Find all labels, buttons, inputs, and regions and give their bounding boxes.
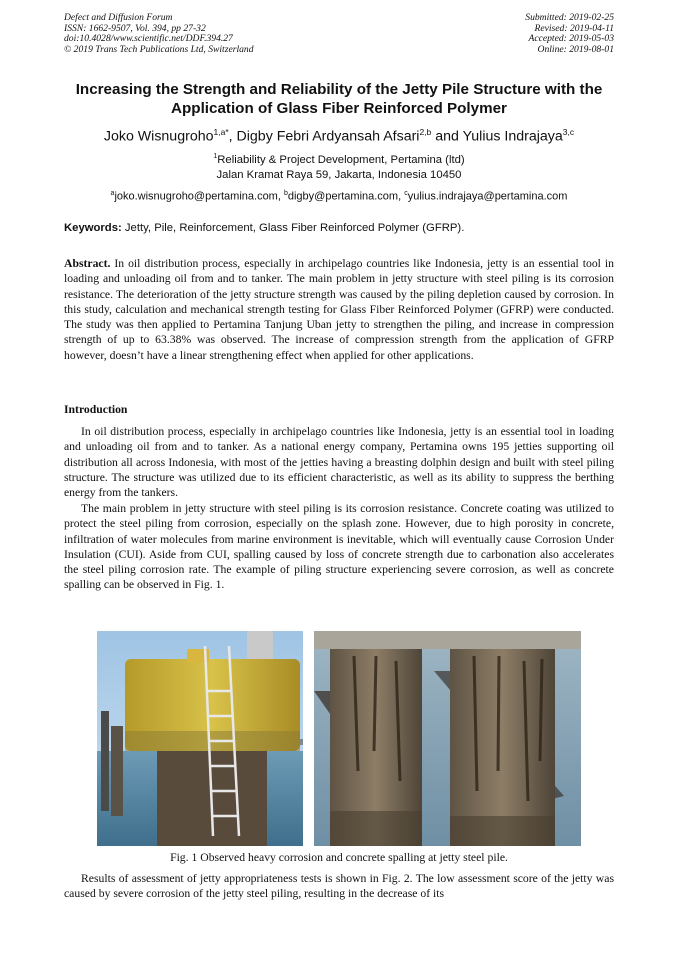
jetty-dolphin-photo	[97, 631, 303, 846]
issn-volume: ISSN: 1662-9507, Vol. 394, pp 27-32	[64, 22, 206, 34]
author-name: Joko Wisnugroho	[103, 128, 214, 145]
revised-date: Revised: 2019-04-11	[534, 22, 614, 34]
author-list: Joko Wisnugroho$^{1,a*}$, Digby Febri Ardyansah Afsari$^{2,b}$ and Yulius Indrajaya$^{3,c}$	[103, 127, 575, 145]
author-name: Digby Febri Ardyansah Afsari	[236, 128, 420, 145]
journal-header	[64, 13, 254, 55]
corroded-piles-photo	[314, 631, 581, 846]
keywords-label: Keywords:	[64, 222, 122, 234]
intro-paragraph-3: Results of assessment of jetty appropriateness tests is shown in Fig. 2. The low assessment score of the jetty was caused by severe corrosion of the jetty steel piling, resulting in the decrease of its	[64, 872, 614, 901]
section-heading-introduction: Introduction	[64, 403, 128, 416]
abstract-text: In oil distribution process, especially in archipelago countries like Indonesia, jetty is an essential tool in loading and unloading oil from and to tanker. The main problem in jetty structure with steel piling is its corrosion resistance. The deterioration of the jetty structure strength was caused by the piling depletion caused by corrosion. In this study, calculation and mechanical strength testing for Glass Fiber Reinforced Polymer (GFRP) were conducted. The study was then applied to Pertamina Tanjung Uban jetty to strengthen the piling, and increase in compression strength of up to 63.38% was observed. The increase of compression strength from the application of GFRP however, doesn’t have a linear strengthening effect when applied for other applications.	[64, 257, 614, 362]
affiliation: $^1$Reliability & Project Development, Pertamina (ltd) Jalan Kramat Raya 59, Jakarta, Indonesia 10450	[213, 153, 465, 181]
author-name: Yulius Indrajaya	[462, 128, 563, 145]
keywords-text: Jetty, Pile, Reinforcement, Glass Fiber Reinforced Polymer (GFRP).	[121, 222, 465, 234]
paper-title: Increasing the Strength and Reliability of the Jetty Pile Structure with the Application of Glass Fiber Reinforced Polymer	[75, 81, 603, 117]
email-link[interactable]: digby@pertamina.com,	[287, 190, 405, 203]
abstract-label: Abstract.	[64, 257, 111, 270]
dates-header	[525, 13, 614, 55]
copyright: © 2019 Trans Tech Publications Ltd, Switzerland	[64, 43, 254, 55]
doi-link[interactable]: doi:10.4028/www.scientific.net/DDF.394.27	[64, 33, 233, 45]
submitted-date: Submitted: 2019-02-25	[525, 12, 614, 23]
journal-name: Defect and Diffusion Forum	[64, 12, 173, 23]
abstract	[64, 256, 614, 363]
figure-caption: Fig. 1 Observed heavy corrosion and concrete spalling at jetty steel pile.	[170, 851, 508, 864]
author-affil: 2,b	[419, 127, 432, 137]
intro-paragraph-2: The main problem in jetty structure with steel piling is its corrosion resistance. Concrete coating was utilized to protect the steel piling from corrosion, especially on the splash zone. However, due to high porosity in concrete, infiltration of water molecules from marine environment is inevitable, which will eventually cause Corrosion Under Insulation (CUI). Aside from CUI, spalling caused by loss of concrete strength due to carbonation also accelerates the steel piling corrosion rate. The example of piling structure experiencing severe corrosion, as well as concrete spalling can be observed in Fig. 1.	[64, 502, 614, 592]
email-link[interactable]: joko.wisnugroho@pertamina.com,	[114, 190, 284, 203]
author-emails: $^a$joko.wisnugroho@pertamina.com, $^b$digby@pertamina.com, $^c$yulius.indrajaya@pertamina.com	[110, 190, 568, 203]
intro-paragraph-1: In oil distribution process, especially in archipelago countries like Indonesia, jetty is an essential tool in loading and unloading oil from and to tanker. As a national energy company, Pertamina owns 195 jetties supporting oil distribution all across Indonesia, with most of the jetties having a breasting dolphin design and built with steel piling structure. The structure was utilized due to its efficient characteristic, as well as its ability to suppress the berthing energy from the tankers.	[64, 425, 614, 500]
author-affil: 1,a*	[213, 127, 229, 137]
accepted-date: Accepted: 2019-05-03	[528, 33, 614, 45]
online-date: Online: 2019-08-01	[537, 43, 614, 55]
keywords	[64, 221, 614, 235]
author-affil: 3,c	[562, 127, 575, 137]
email-link[interactable]: yulius.indrajaya@pertamina.com	[407, 190, 568, 203]
